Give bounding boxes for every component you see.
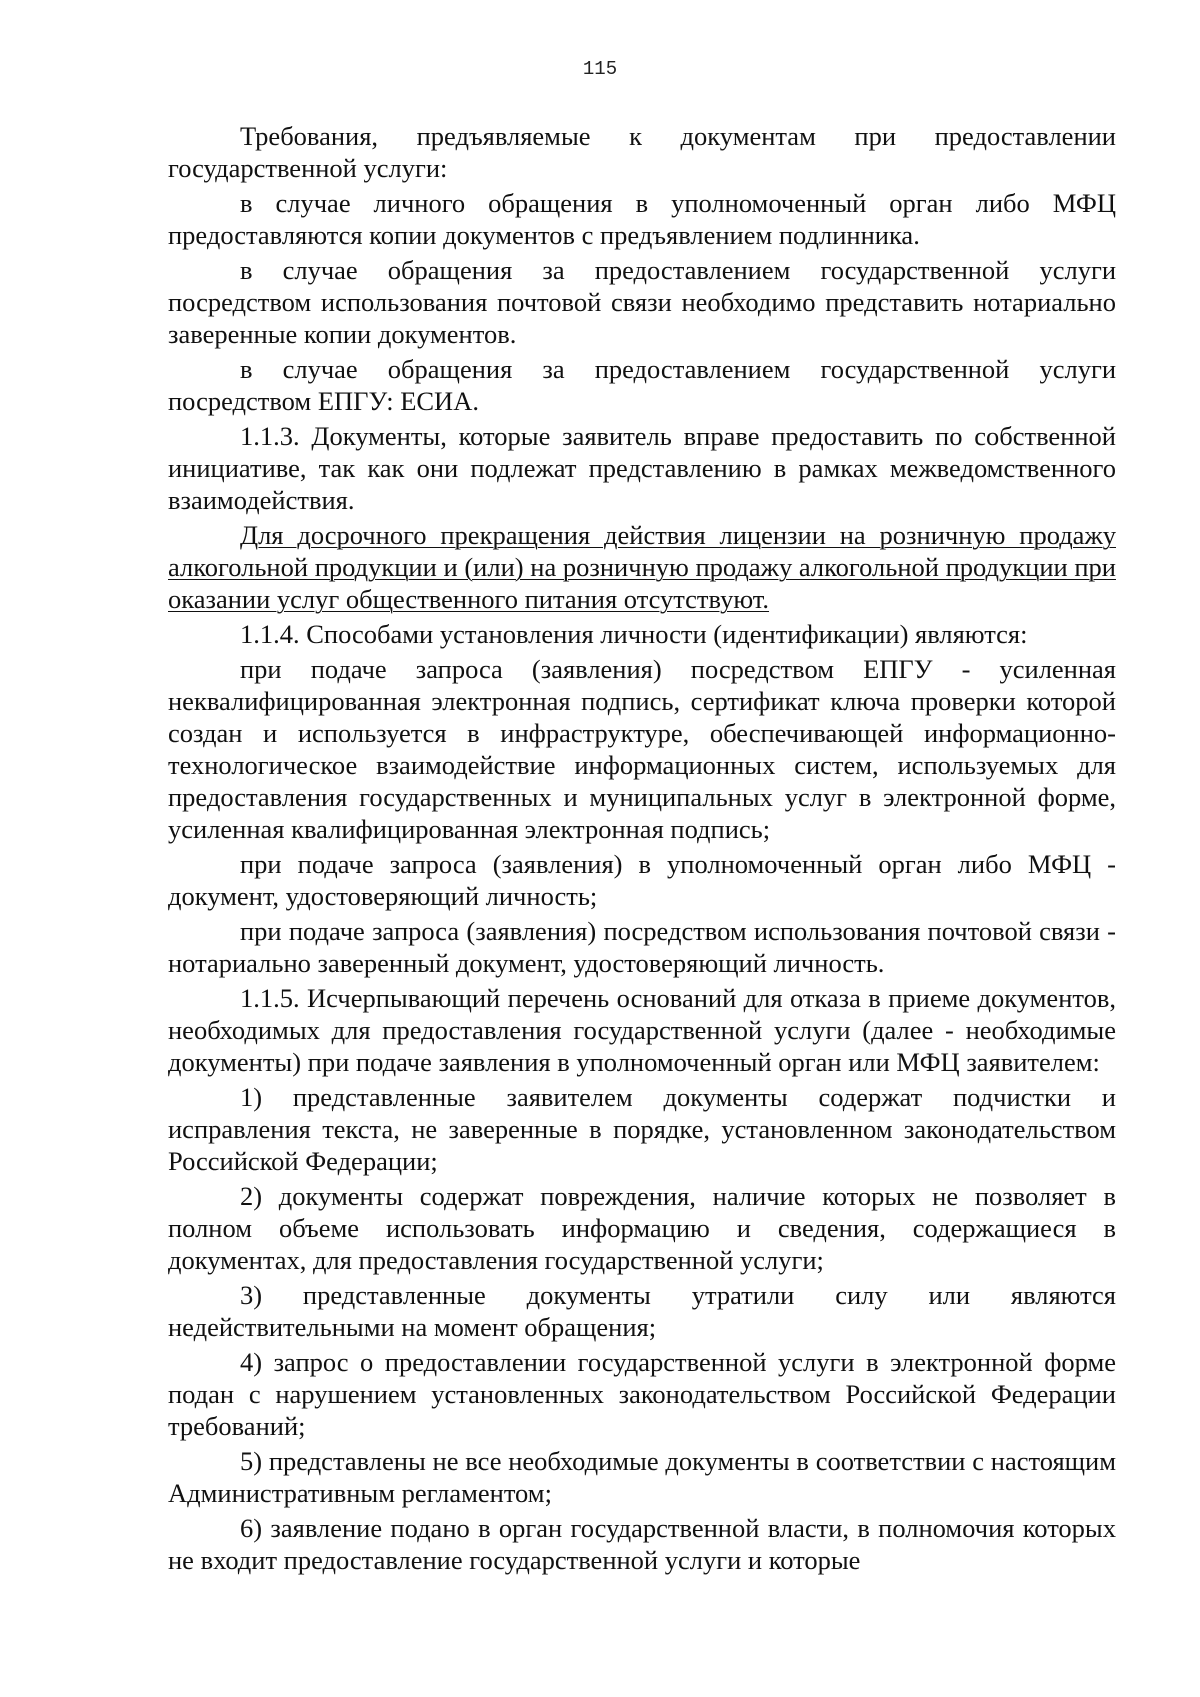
paragraph-1-1-3: 1.1.3. Документы, которые заявитель вправе предоставить по собственной инициативе, так как они подлежат представлению в рамках межведомственного взаимодействия. xyxy=(168,421,1116,515)
page-number: 115 xyxy=(582,58,618,80)
paragraph-underlined-note xyxy=(168,519,1116,615)
list-item-4: 4) запрос о предоставлении государственной услуги в электронной форме подан с нарушением установленных законодательством Российской Федерации требований; xyxy=(168,1347,1116,1441)
paragraph-1-1-4: 1.1.4. Способами установления личности (идентификации) являются: xyxy=(240,619,1028,649)
document-body xyxy=(168,120,1116,1576)
paragraph-epgu-signature: при подаче запроса (заявления) посредством ЕПГУ - усиленная неквалифицированная электронная подпись, сертификат ключа проверки которой создан и используется в инфраструктуре, обеспечивающей информационно-технологическое взаимодействие информационных систем, используемых для предоставления государственных и муниципальных услуг в электронной форме, усиленная квалифицированная электронная подпись; xyxy=(168,654,1116,844)
paragraph-1-1-5: 1.1.5. Исчерпывающий перечень оснований для отказа в приеме документов, необходимых для предоставления государственной услуги (далее - необходимые документы) при подаче заявления в уполномоченный орган или МФЦ заявителем: xyxy=(168,983,1116,1077)
paragraph-identity-document: при подаче запроса (заявления) в уполномоченный орган либо МФЦ - документ, удостоверяющий личность; xyxy=(168,849,1116,911)
list-item-1: 1) представленные заявителем документы содержат подчистки и исправления текста, не заверенные в порядке, установленном законодательством Российской Федерации; xyxy=(168,1082,1116,1176)
paragraph-notarized-identity: при подаче запроса (заявления) посредством использования почтовой связи - нотариально заверенный документ, удостоверяющий личность. xyxy=(168,916,1116,978)
list-item-3: 3) представленные документы утратили силу или являются недействительными на момент обращения; xyxy=(168,1280,1116,1342)
underlined-note-text: Для досрочного прекращения действия лицензии на розничную продажу алкогольной продукции и (или) на розничную продажу алкогольной продукции при оказании услуг общественного питания отсутствуют. xyxy=(168,520,1116,614)
paragraph-epgu-appeal: в случае обращения за предоставлением государственной услуги посредством ЕПГУ: ЕСИА. xyxy=(168,354,1116,416)
paragraph-personal-appeal: в случае личного обращения в уполномоченный орган либо МФЦ предоставляются копии документов с предъявлением подлинника. xyxy=(168,188,1116,250)
list-item-2: 2) документы содержат повреждения, наличие которых не позволяет в полном объеме использовать информацию и сведения, содержащиеся в документах, для предоставления государственной услуги; xyxy=(168,1181,1116,1275)
list-item-6: 6) заявление подано в орган государственной власти, в полномочия которых не входит предоставление государственной услуги и которые xyxy=(168,1513,1116,1575)
paragraph-postal-appeal: в случае обращения за предоставлением государственной услуги посредством использования почтовой связи необходимо представить нотариально заверенные копии документов. xyxy=(168,255,1116,349)
paragraph-requirements-intro: Требования, предъявляемые к документам при предоставлении государственной услуги: xyxy=(168,121,1116,183)
list-item-5: 5) представлены не все необходимые документы в соответствии с настоящим Административным регламентом; xyxy=(168,1446,1116,1508)
